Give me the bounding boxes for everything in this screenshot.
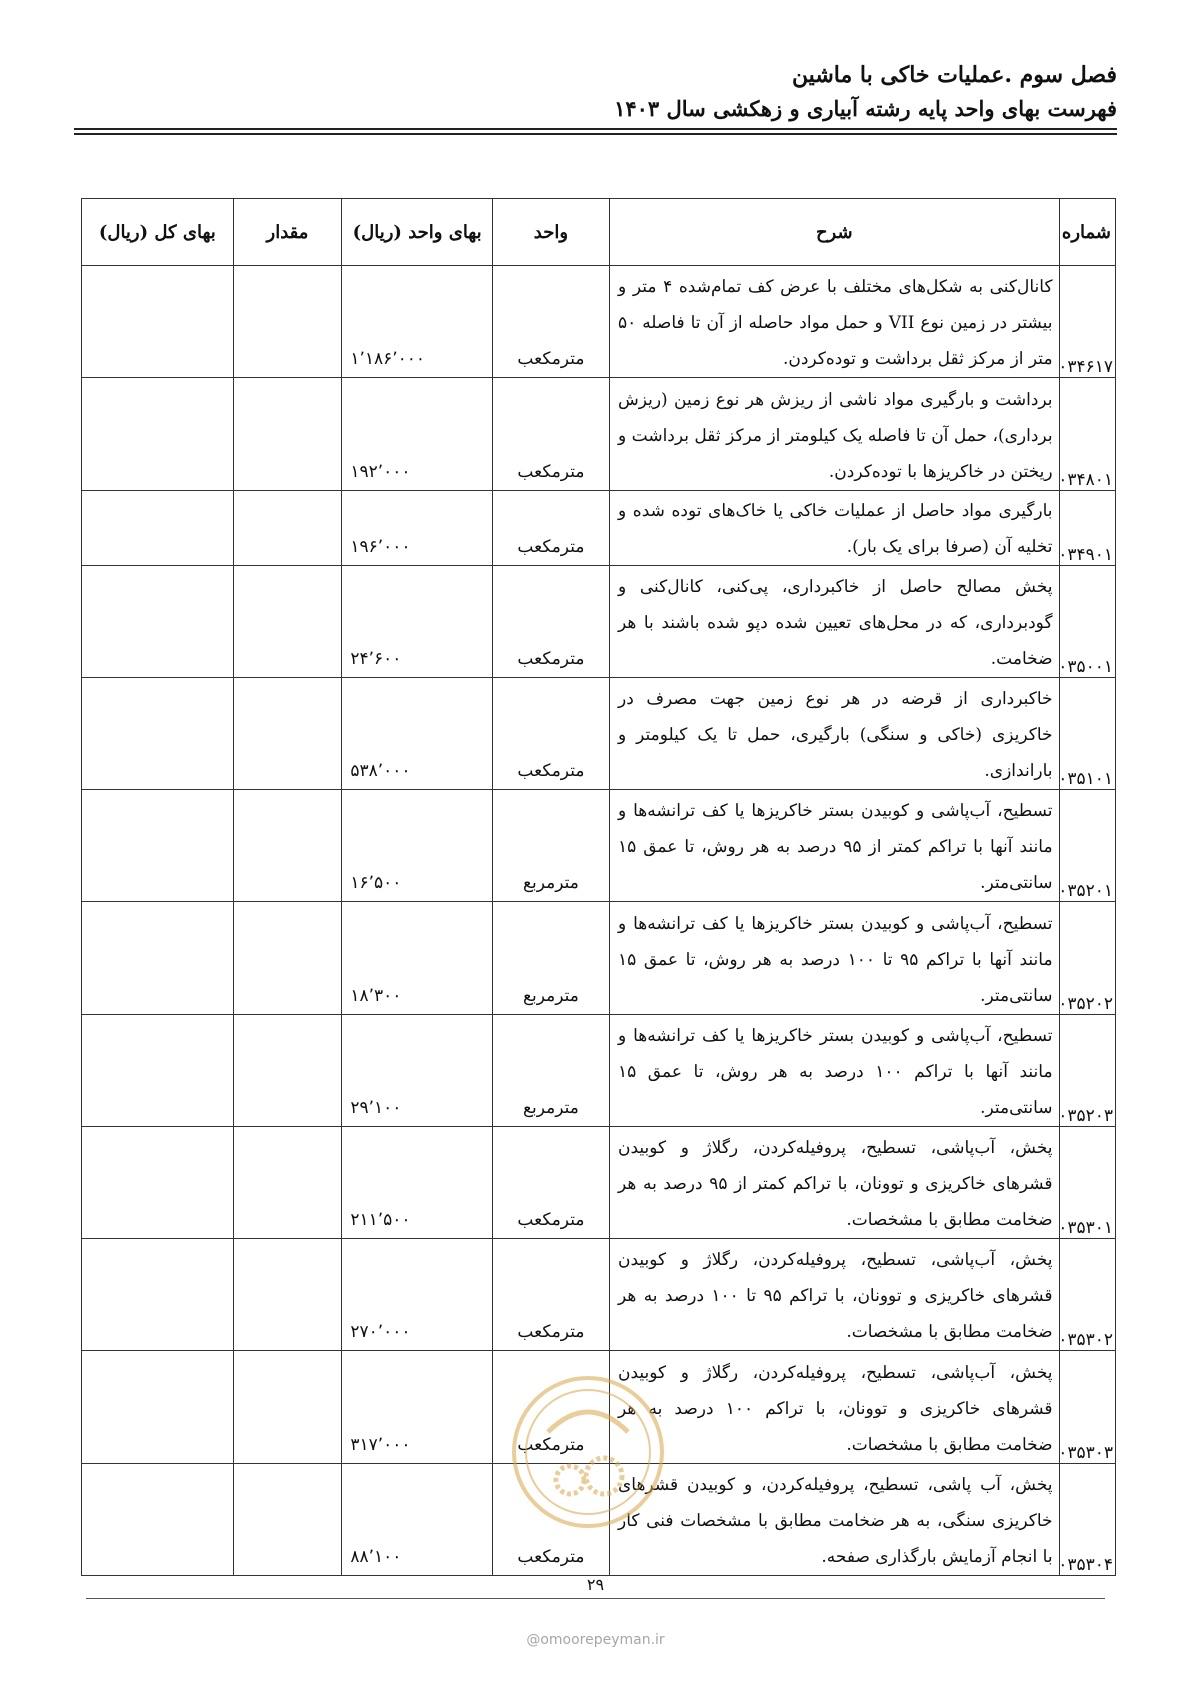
item-quantity-cell [233, 490, 342, 565]
item-quantity-cell [233, 1463, 342, 1575]
item-quantity-cell [233, 565, 342, 677]
item-code: ۰۳۵۲۰۳ [1059, 1014, 1115, 1126]
page-number: ۲۹ [586, 1575, 605, 1594]
item-code: ۰۳۵۳۰۲ [1059, 1239, 1115, 1351]
item-unit: مترمکعب [492, 266, 609, 378]
item-quantity-cell [233, 1239, 342, 1351]
item-total-cell [82, 1463, 234, 1575]
table-row [82, 1463, 1116, 1575]
header-unit-price: بهای واحد (ریال) [342, 199, 493, 266]
item-total-cell [82, 1239, 234, 1351]
item-total-cell [82, 1126, 234, 1238]
item-description: کانال‌کنی به شکل‌های مختلف با عرض کف تمام‌شده ۴ متر و بیشتر در زمین نوع VII و حمل مواد حاصله از آن تا فاصله ۵۰ متر از مرکز ثقل برداشت و توده‌کردن. [609, 266, 1059, 378]
item-unit-price: ۱۹۶٬۰۰۰ [342, 490, 493, 565]
item-description: پخش، آب پاشی، تسطیح، پروفیله‌کردن، و کوبیدن قشرهای خاکریزی سنگی، به هر ضخامت مطابق با مشخصات فنی کار با انجام آزمایش بارگذاری صفحه. [609, 1463, 1059, 1575]
item-description: تسطیح، آب‌پاشی و کوبیدن بستر خاکریزها یا کف ترانشه‌ها و مانند آنها با تراکم ۹۵ تا ۱۰۰ درصد به هر روش، تا عمق ۱۵ سانتی‌متر. [609, 902, 1059, 1014]
item-description: پخش مصالح حاصل از خاکبرداری، پی‌کنی، کانال‌کنی و گودبرداری، که در محل‌های تعیین شده دپو شده باشند با هر ضخامت. [609, 565, 1059, 677]
table-header-row [82, 199, 1116, 266]
item-unit: مترمکعب [492, 1351, 609, 1463]
table-row [82, 490, 1116, 565]
footer-rule [86, 1598, 1105, 1599]
item-quantity-cell [233, 1351, 342, 1463]
item-total-cell [82, 1351, 234, 1463]
item-code: ۰۳۵۳۰۴ [1059, 1463, 1115, 1575]
item-code: ۰۳۴۶۱۷ [1059, 266, 1115, 378]
item-total-cell [82, 565, 234, 677]
table-row [82, 1014, 1116, 1126]
item-description: پخش، آب‌پاشی، تسطیح، پروفیله‌کردن، رگلاژ و کوبیدن قشرهای خاکریزی و توونان، با تراکم ۹۵ تا ۱۰۰ درصد به هر ضخامت مطابق با مشخصات. [609, 1239, 1059, 1351]
site-watermark: @omoorepeyman.ir [526, 1632, 665, 1648]
item-description: بارگیری مواد حاصل از عملیات خاکی یا خاک‌های توده شده و تخلیه آن (صرفا برای یک بار). [609, 490, 1059, 565]
item-code: ۰۳۴۹۰۱ [1059, 490, 1115, 565]
item-unit: مترمکعب [492, 1239, 609, 1351]
header-description: شرح [609, 199, 1059, 266]
table-row [82, 790, 1116, 902]
price-list-table [81, 198, 1116, 1576]
item-unit: مترمربع [492, 1014, 609, 1126]
item-unit: مترمکعب [492, 1463, 609, 1575]
table-row [82, 1351, 1116, 1463]
item-quantity-cell [233, 902, 342, 1014]
item-total-cell [82, 902, 234, 1014]
header-rule [74, 128, 1117, 130]
document-subtitle: فهرست بهای واحد پایه رشته آبیاری و زهکشی سال ۱۴۰۳ [614, 96, 1117, 121]
item-description: تسطیح، آب‌پاشی و کوبیدن بستر خاکریزها یا کف ترانشه‌ها و مانند آنها با تراکم ۱۰۰ درصد به هر روش، تا عمق ۱۵ سانتی‌متر. [609, 1014, 1059, 1126]
item-unit: مترمکعب [492, 677, 609, 789]
item-unit-price: ۲۱۱٬۵۰۰ [342, 1126, 493, 1238]
table-row [82, 565, 1116, 677]
item-unit: مترمکعب [492, 565, 609, 677]
item-total-cell [82, 266, 234, 378]
item-quantity-cell [233, 378, 342, 490]
item-unit-price: ۱۹۲٬۰۰۰ [342, 378, 493, 490]
item-quantity-cell [233, 790, 342, 902]
table-row [82, 1239, 1116, 1351]
item-code: ۰۳۵۳۰۱ [1059, 1126, 1115, 1238]
item-unit-price: ۸۸٬۱۰۰ [342, 1463, 493, 1575]
item-code: ۰۳۵۱۰۱ [1059, 677, 1115, 789]
header-quantity: مقدار [233, 199, 342, 266]
table-row [82, 902, 1116, 1014]
item-unit-price: ۲۹٬۱۰۰ [342, 1014, 493, 1126]
item-unit-price: ۲۷۰٬۰۰۰ [342, 1239, 493, 1351]
table-row [82, 378, 1116, 490]
header-code: شماره [1059, 199, 1115, 266]
item-code: ۰۳۵۰۰۱ [1059, 565, 1115, 677]
item-description: تسطیح، آب‌پاشی و کوبیدن بستر خاکریزها یا کف ترانشه‌ها و مانند آنها با تراکم کمتر از ۹۵ درصد به هر روش، تا عمق ۱۵ سانتی‌متر. [609, 790, 1059, 902]
item-quantity-cell [233, 1126, 342, 1238]
header-total-price: بهای کل (ریال) [82, 199, 234, 266]
item-description: پخش، آب‌پاشی، تسطیح، پروفیله‌کردن، رگلاژ و کوبیدن قشرهای خاکریزی و توونان، با تراکم ۱۰۰ درصد به هر ضخامت مطابق با مشخصات. [609, 1351, 1059, 1463]
item-total-cell [82, 490, 234, 565]
page-header [74, 58, 1117, 126]
item-quantity-cell [233, 1014, 342, 1126]
item-quantity-cell [233, 266, 342, 378]
item-code: ۰۳۴۸۰۱ [1059, 378, 1115, 490]
item-code: ۰۳۵۲۰۱ [1059, 790, 1115, 902]
item-quantity-cell [233, 677, 342, 789]
item-unit: مترمربع [492, 790, 609, 902]
table-row [82, 266, 1116, 378]
item-total-cell [82, 1014, 234, 1126]
table-body [82, 266, 1116, 1576]
item-total-cell [82, 790, 234, 902]
item-total-cell [82, 378, 234, 490]
chapter-title: فصل سوم .عملیات خاکی با ماشین [791, 62, 1117, 88]
item-description: برداشت و بارگیری مواد ناشی از ریزش هر نوع زمین (ریزش برداری)، حمل آن تا فاصله یک کیلومتر از مرکز ثقل برداشت و ریختن در خاکریزها با توده‌کردن. [609, 378, 1059, 490]
table-row [82, 1126, 1116, 1238]
item-unit-price: ۱۶٬۵۰۰ [342, 790, 493, 902]
item-description: پخش، آب‌پاشی، تسطیح، پروفیله‌کردن، رگلاژ و کوبیدن قشرهای خاکریزی و توونان، با تراکم کمتر از ۹۵ درصد به هر ضخامت مطابق با مشخصات. [609, 1126, 1059, 1238]
item-unit-price: ۱٬۱۸۶٬۰۰۰ [342, 266, 493, 378]
item-code: ۰۳۵۳۰۳ [1059, 1351, 1115, 1463]
item-unit: مترمکعب [492, 1126, 609, 1238]
item-code: ۰۳۵۲۰۲ [1059, 902, 1115, 1014]
item-unit-price: ۱۸٬۳۰۰ [342, 902, 493, 1014]
item-unit-price: ۵۳۸٬۰۰۰ [342, 677, 493, 789]
item-unit: مترمربع [492, 902, 609, 1014]
table-row [82, 677, 1116, 789]
header-unit: واحد [492, 199, 609, 266]
item-unit: مترمکعب [492, 378, 609, 490]
item-unit-price: ۲۴٬۶۰۰ [342, 565, 493, 677]
item-description: خاکبرداری از قرضه در هر نوع زمین جهت مصرف در خاکریزی (خاکی و سنگی) بارگیری، حمل تا یک کیلومتر و باراندازی. [609, 677, 1059, 789]
header-rule-double [74, 133, 1117, 135]
item-total-cell [82, 677, 234, 789]
item-unit-price: ۳۱۷٬۰۰۰ [342, 1351, 493, 1463]
item-unit: مترمکعب [492, 490, 609, 565]
